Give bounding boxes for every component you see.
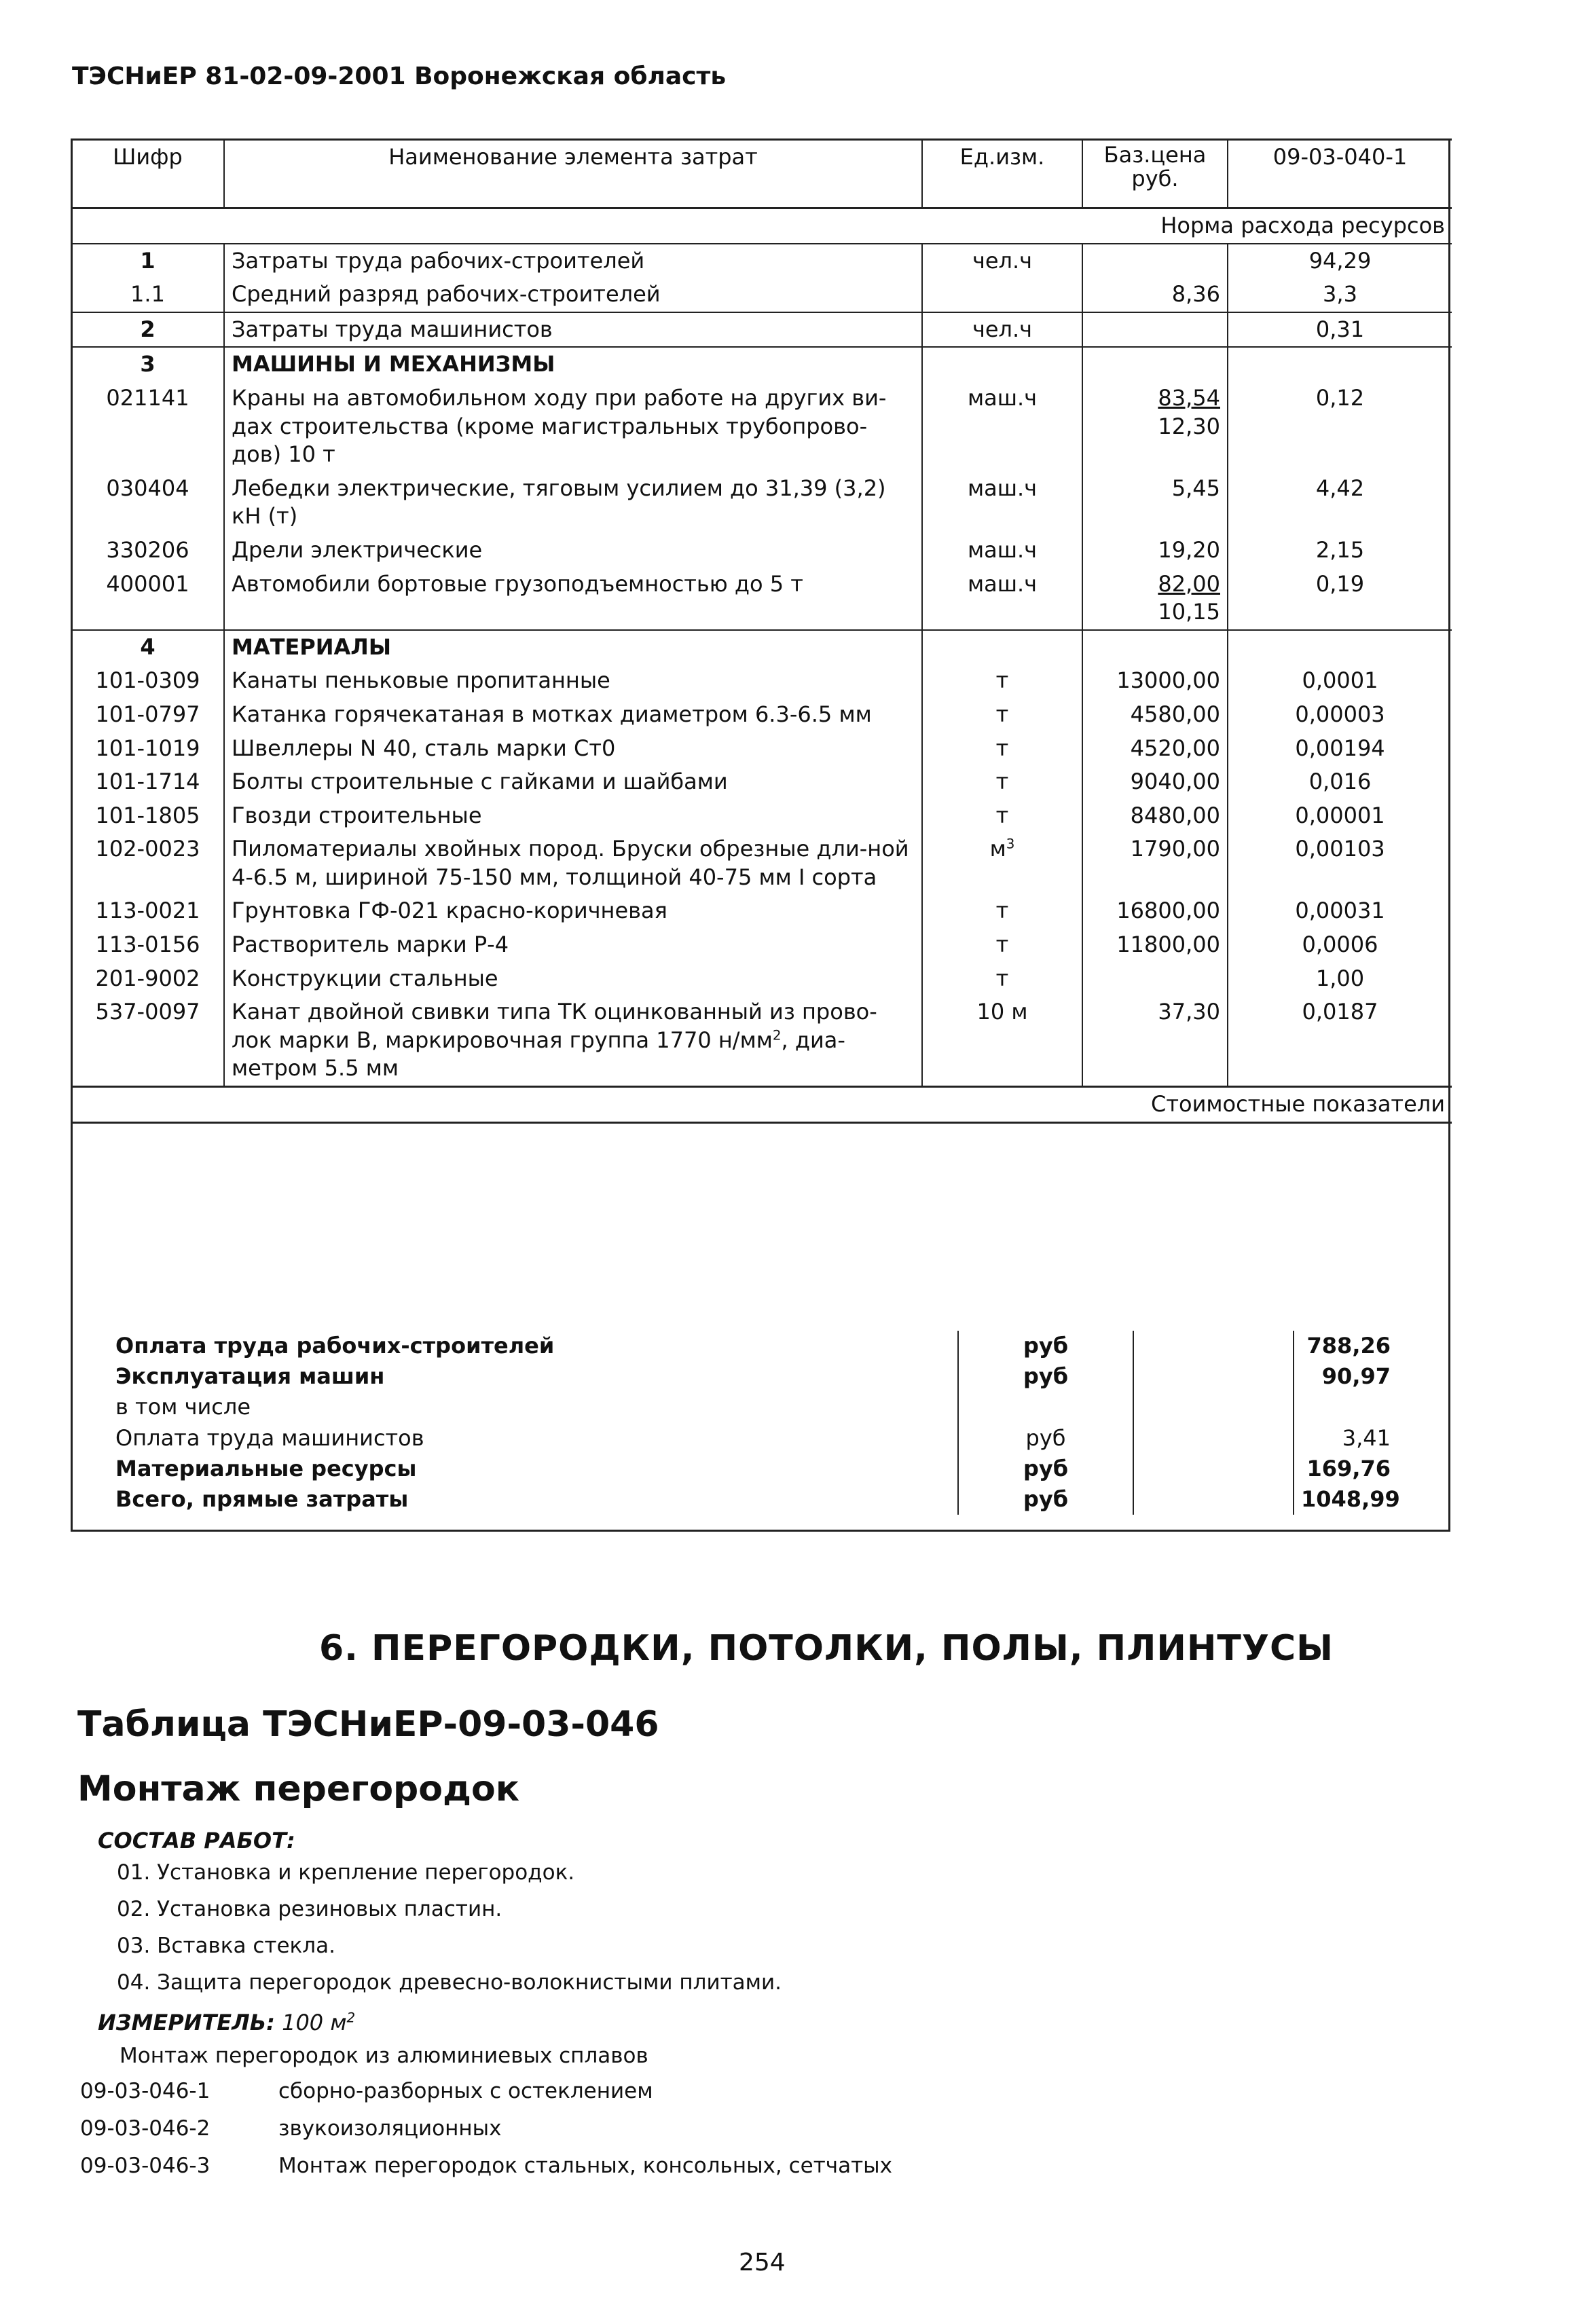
totals-label: Оплата труда машинистов <box>115 1424 424 1451</box>
row-price <box>1082 312 1228 348</box>
table-row <box>72 799 1452 833</box>
row-unit: т <box>922 664 1082 698</box>
totals-unit: руб <box>958 1331 1133 1361</box>
row-unit: маш.ч <box>922 568 1082 630</box>
row-value: 0,19 <box>1315 570 1365 597</box>
totals-price <box>1133 1454 1294 1484</box>
row-name: Конструкции стальные <box>224 962 922 996</box>
row-code: 537-0097 <box>72 995 224 1086</box>
row-code: 113-0156 <box>72 928 224 962</box>
row-value <box>1228 347 1452 382</box>
table-row <box>72 832 1452 894</box>
work-composition-list <box>117 1860 782 2007</box>
row-value: 0,0187 <box>1302 999 1378 1025</box>
row-name: Растворитель марки Р-4 <box>224 928 922 962</box>
row-value: 0,00103 <box>1295 836 1385 862</box>
row-name: Затраты труда машинистов <box>224 312 922 348</box>
totals-value <box>1294 1392 1452 1422</box>
row-code: 1 <box>72 244 224 278</box>
totals-label: Эксплуатация машин <box>115 1363 385 1390</box>
row-name: Лебедки электрические, тяговым усилием до 31,39 (3,2) кН (т) <box>224 472 922 534</box>
row-code: 3 <box>72 347 224 382</box>
row-unit: т <box>922 962 1082 996</box>
measure-unit-label: ИЗМЕРИТЕЛЬ: <box>98 2010 275 2035</box>
row-unit: т <box>922 799 1082 833</box>
table-row <box>72 995 1452 1086</box>
row-code: 101-1805 <box>72 799 224 833</box>
row-price: 8480,00 <box>1082 799 1228 833</box>
table-row <box>72 534 1452 568</box>
totals-unit: руб <box>958 1423 1133 1454</box>
row-price: 19,20 <box>1082 534 1228 568</box>
measure-unit-value: 100 $м^2$ <box>282 2010 356 2035</box>
totals-label: в том числе <box>115 1394 251 1420</box>
row-value: 3,3 <box>1323 281 1357 308</box>
table-row <box>72 244 1452 278</box>
table-row <box>72 312 1452 348</box>
table-header-row <box>72 140 1452 208</box>
table-row <box>72 568 1452 630</box>
row-name: Болты строительные с гайками и шайбами <box>224 765 922 799</box>
row-price: 5,45 <box>1082 472 1228 534</box>
row-value: 0,00001 <box>1295 802 1385 828</box>
norm-code: 09-03-046-2 <box>80 2116 210 2141</box>
row-code: 030404 <box>72 472 224 534</box>
norm-code-description: звукоизоляционных <box>278 2116 502 2141</box>
table-row <box>72 765 1452 799</box>
row-unit: т <box>922 732 1082 766</box>
totals-value: 90,97 <box>1321 1363 1391 1390</box>
code-row <box>80 2116 892 2154</box>
row-code: 4 <box>72 630 224 665</box>
row-value <box>1228 630 1452 665</box>
row-price-base: 83,54 <box>1158 384 1220 411</box>
col-price-header: Баз.цена руб. <box>1082 140 1228 208</box>
row-price: 1790,00 <box>1082 832 1228 894</box>
row-price: 37,30 <box>1082 995 1228 1086</box>
code-row <box>80 2079 892 2116</box>
table-row <box>72 630 1452 665</box>
row-value: 2,15 <box>1315 536 1365 563</box>
row-unit: чел.ч <box>922 244 1082 278</box>
row-name: Дрели электрические <box>224 534 922 568</box>
table-row <box>72 928 1452 962</box>
row-code: 113-0021 <box>72 894 224 928</box>
row-unit: т <box>922 928 1082 962</box>
table-row <box>72 894 1452 928</box>
row-name: Катанка горячекатаная в мотках диаметром 6.3-6.5 мм <box>224 698 922 732</box>
row-price: 8,36 <box>1082 278 1228 312</box>
row-unit: чел.ч <box>922 312 1082 348</box>
col-item-header: 09-03-040-1 <box>1228 140 1452 208</box>
table-row <box>72 732 1452 766</box>
col-name-header: Наименование элемента затрат <box>224 140 922 208</box>
row-code: 101-0797 <box>72 698 224 732</box>
row-price-labor: 10,15 <box>1158 599 1220 625</box>
row-name-superscript: 2 <box>772 1027 782 1044</box>
resource-norm-table <box>72 139 1452 1124</box>
totals-price <box>1133 1331 1294 1361</box>
row-code: 101-1714 <box>72 765 224 799</box>
row-code: 2 <box>72 312 224 348</box>
row-value: 94,29 <box>1308 247 1372 274</box>
totals-value: 788,26 <box>1306 1333 1391 1359</box>
row-value: 1,00 <box>1315 965 1365 991</box>
work-item: 03. Вставка стекла. <box>117 1934 335 1958</box>
row-name: Канат двойной свивки типа ТК оцинкованный из прово-лок марки В, маркировочная группа 1770 $н/мм^2$, диа-метром 5.5 мм <box>224 995 922 1086</box>
totals-label: Оплата труда рабочих-строителей <box>115 1333 555 1359</box>
row-value: 0,016 <box>1308 769 1372 795</box>
row-price <box>1082 568 1228 630</box>
totals-label: Всего, прямые затраты <box>115 1486 409 1512</box>
row-unit: маш.ч <box>922 534 1082 568</box>
totals-row <box>72 1423 1452 1454</box>
cost-banner-row <box>72 1087 1452 1123</box>
row-code: 1.1 <box>72 278 224 312</box>
row-value: 0,00194 <box>1295 735 1385 761</box>
row-unit: т <box>922 894 1082 928</box>
row-unit: т <box>922 698 1082 732</box>
row-unit: 10 м <box>922 995 1082 1086</box>
row-name: Грунтовка ГФ-021 красно-коричневая <box>224 894 922 928</box>
norm-code: 09-03-046-3 <box>80 2154 210 2178</box>
row-code: 101-0309 <box>72 664 224 698</box>
page-number: 254 <box>739 2249 786 2276</box>
row-value: 0,0006 <box>1302 932 1378 958</box>
table-row <box>72 962 1452 996</box>
row-name: Автомобили бортовые грузоподъемностью до 5 т <box>224 568 922 630</box>
row-name: Затраты труда рабочих-строителей <box>224 244 922 278</box>
table-row <box>72 698 1452 732</box>
norm-code-description: Монтаж перегородок стальных, консольных, сетчатых <box>278 2154 892 2178</box>
row-name: Краны на автомобильном ходу при работе на других ви-дах строительства (кроме магистральных трубопрово-дов) 10 т <box>224 382 922 472</box>
row-price: 4580,00 <box>1082 698 1228 732</box>
cost-label: Стоимостные показатели <box>72 1087 1452 1123</box>
norm-label: Норма расхода ресурсов <box>72 208 1452 244</box>
row-value: 0,00003 <box>1295 701 1385 727</box>
table-row <box>72 664 1452 698</box>
col-unit-header: Ед.изм. <box>922 140 1082 208</box>
totals-unit: руб <box>958 1361 1133 1392</box>
table-row <box>72 382 1452 472</box>
row-value: 0,00031 <box>1295 898 1385 924</box>
totals-price <box>1133 1423 1294 1454</box>
norm-banner-row <box>72 208 1452 244</box>
norm-code-description: сборно-разборных с остеклением <box>278 2079 653 2103</box>
row-unit: $м^3$ <box>922 832 1082 894</box>
norm-code: 09-03-046-1 <box>80 2079 210 2103</box>
row-price <box>1082 630 1228 665</box>
totals-row <box>72 1361 1452 1392</box>
work-item: 01. Установка и крепление перегородок. <box>117 1860 575 1885</box>
row-price: 16800,00 <box>1082 894 1228 928</box>
group-description: Монтаж перегородок из алюминиевых сплавов <box>120 2044 648 2068</box>
row-name: Швеллеры N 40, сталь марки Ст0 <box>224 732 922 766</box>
row-unit: т <box>922 765 1082 799</box>
row-name: МАТЕРИАЛЫ <box>224 630 922 665</box>
work-item: 04. Защита перегородок древесно-волокнистыми плитами. <box>117 1970 782 1995</box>
totals-table <box>72 1331 1452 1515</box>
norm-codes-list <box>80 2079 892 2191</box>
table-row <box>72 278 1452 312</box>
section-title: 6. ПЕРЕГОРОДКИ, ПОТОЛКИ, ПОЛЫ, ПЛИНТУСЫ <box>319 1628 1334 1669</box>
table-title: Таблица ТЭСНиЕР-09-03-046 <box>77 1704 659 1745</box>
table-row <box>72 472 1452 534</box>
row-unit <box>922 347 1082 382</box>
row-code: 330206 <box>72 534 224 568</box>
totals-unit <box>958 1392 1133 1422</box>
row-price <box>1082 347 1228 382</box>
totals-unit: руб <box>958 1454 1133 1484</box>
totals-row <box>72 1331 1452 1361</box>
row-code: 400001 <box>72 568 224 630</box>
code-row <box>80 2154 892 2191</box>
totals-value: 1048,99 <box>1301 1486 1400 1512</box>
work-item: 02. Установка резиновых пластин. <box>117 1897 502 1921</box>
row-code: 021141 <box>72 382 224 472</box>
row-price: 9040,00 <box>1082 765 1228 799</box>
row-value: 0,0001 <box>1302 667 1378 694</box>
work-composition-label: СОСТАВ РАБОТ: <box>98 1828 295 1853</box>
col-code-header: Шифр <box>72 140 224 208</box>
row-price <box>1082 382 1228 472</box>
row-unit <box>922 630 1082 665</box>
row-name: МАШИНЫ И МЕХАНИЗМЫ <box>224 347 922 382</box>
totals-price <box>1133 1361 1294 1392</box>
row-unit-superscript: 3 <box>1006 836 1015 852</box>
row-name: Гвозди строительные <box>224 799 922 833</box>
row-price-base: 82,00 <box>1158 570 1220 597</box>
totals-price <box>1133 1392 1294 1422</box>
row-price-labor: 12,30 <box>1158 413 1220 439</box>
table-row <box>72 347 1452 382</box>
row-value: 0,12 <box>1315 384 1365 411</box>
page-header: ТЭСНиЕР 81-02-09-2001 Воронежская область <box>72 62 727 90</box>
row-name: Средний разряд рабочих-строителей <box>224 278 922 312</box>
totals-value: 3,41 <box>1342 1424 1391 1451</box>
totals-unit: руб <box>958 1484 1133 1515</box>
row-price <box>1082 244 1228 278</box>
row-price: 4520,00 <box>1082 732 1228 766</box>
row-value: 0,31 <box>1228 312 1452 348</box>
totals-row <box>72 1484 1452 1515</box>
row-unit: маш.ч <box>922 382 1082 472</box>
totals-row <box>72 1392 1452 1422</box>
row-name: Канаты пеньковые пропитанные <box>224 664 922 698</box>
table-subtitle: Монтаж перегородок <box>77 1769 520 1809</box>
row-name: Пиломатериалы хвойных пород. Бруски обрезные дли-ной 4-6.5 м, шириной 75-150 мм, толщиной 40-75 мм I сорта <box>224 832 922 894</box>
row-code: 101-1019 <box>72 732 224 766</box>
row-price: 13000,00 <box>1082 664 1228 698</box>
totals-label: Материальные ресурсы <box>115 1455 417 1481</box>
row-code: 201-9002 <box>72 962 224 996</box>
row-price: 11800,00 <box>1082 928 1228 962</box>
totals-price <box>1133 1484 1294 1515</box>
row-value: 4,42 <box>1315 475 1365 501</box>
totals-value: 169,76 <box>1306 1455 1391 1481</box>
row-price <box>1082 962 1228 996</box>
measure-unit <box>98 2010 355 2035</box>
row-code: 102-0023 <box>72 832 224 894</box>
row-unit <box>922 278 1082 312</box>
row-unit: маш.ч <box>922 472 1082 534</box>
totals-row <box>72 1454 1452 1484</box>
